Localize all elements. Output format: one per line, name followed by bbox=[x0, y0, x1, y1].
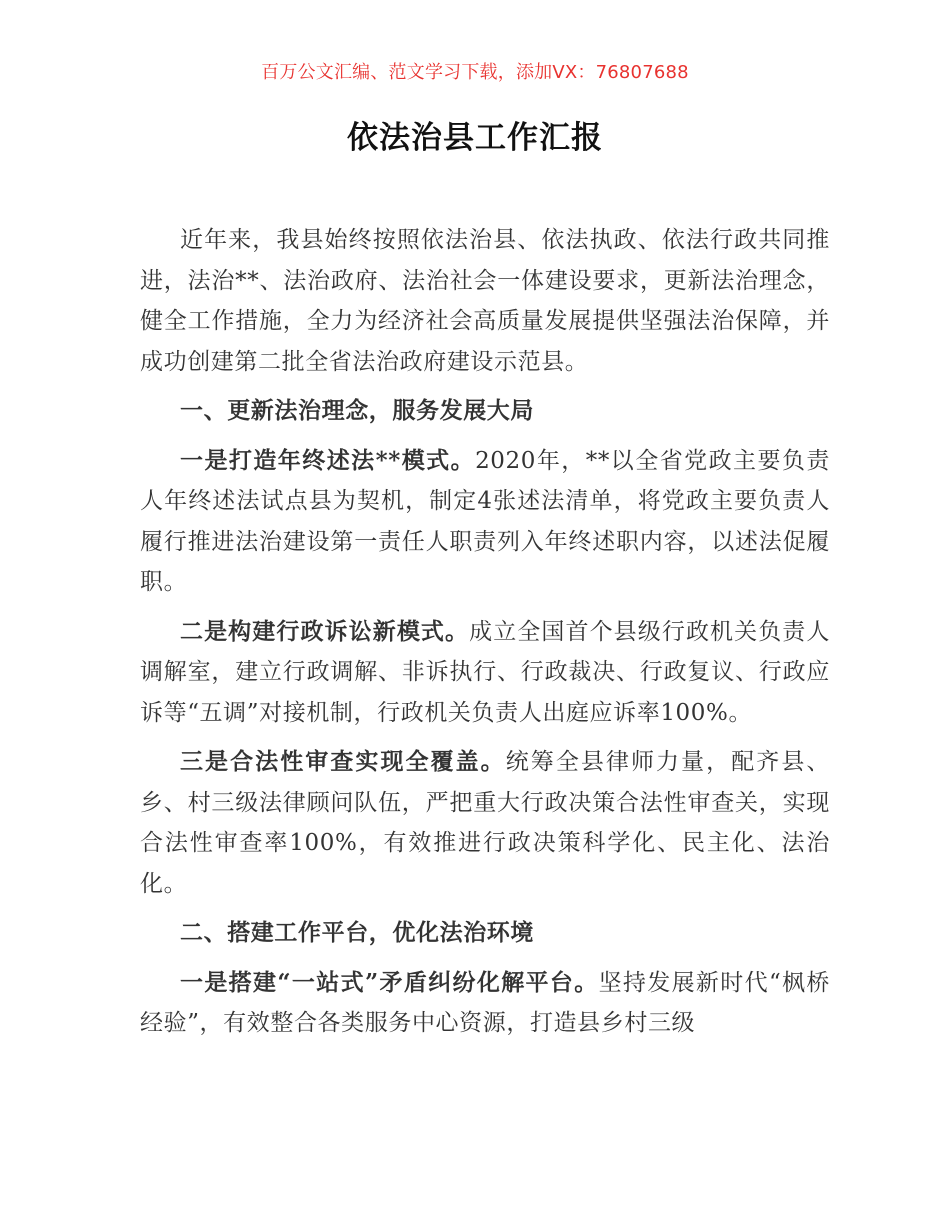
item-lead: 三是合法性审查实现全覆盖。 bbox=[180, 748, 506, 775]
item-lead: 二是构建行政诉讼新模式。 bbox=[180, 617, 470, 645]
section-1-item-3 bbox=[140, 742, 830, 904]
item-text: 2020年，**以全省党政主要负责人年终述法试点县为契机，制定4张述法清单，将党政主要负责人履行推进法治建设第一责任人职责列入年终述职内容，以述法促履职。 bbox=[140, 447, 830, 595]
item-lead: 一是搭建“一站式”矛盾纠纷化解平台。 bbox=[180, 968, 599, 996]
section-1-heading: 一、更新法治理念，服务发展大局 bbox=[180, 397, 534, 424]
section-2-item-1 bbox=[140, 963, 830, 1044]
page-title: 依法治县工作汇报 bbox=[347, 120, 603, 156]
item-text: 坚持发展新时代“枫桥经验”，有效整合各类服务中心资源，打造县乡村三级 bbox=[140, 969, 830, 1036]
document-body bbox=[140, 220, 830, 1053]
item-text: 成立全国首个县级行政机关负责人调解室，建立行政调解、非诉执行、行政裁决、行政复议、行政应诉等“五调”对接机制，行政机关负责人出庭应诉率100%。 bbox=[140, 618, 830, 726]
item-text: 统筹全县律师力量，配齐县、乡、村三级法律顾问队伍，严把重大行政决策合法性审查关，实现合法性审查率100%，有效推进行政决策科学化、民主化、法治化。 bbox=[140, 749, 830, 897]
section-1-item-1 bbox=[140, 441, 830, 603]
section-2-heading: 二、搭建工作平台，优化法治环境 bbox=[180, 919, 534, 946]
section-1-item-2 bbox=[140, 612, 830, 734]
header-note: 百万公文汇编、范文学习下载，添加VX：76807688 bbox=[261, 62, 689, 83]
item-lead: 一是打造年终述法**模式。 bbox=[180, 446, 476, 474]
intro-paragraph: 近年来，我县始终按照依法治县、依法执政、依法行政共同推进，法治**、法治政府、法治社会一体建设要求，更新法治理念，健全工作措施，全力为经济社会高质量发展提供坚强法治保障，并成功创建第二批全省法治政府建设示范县。 bbox=[140, 227, 830, 375]
